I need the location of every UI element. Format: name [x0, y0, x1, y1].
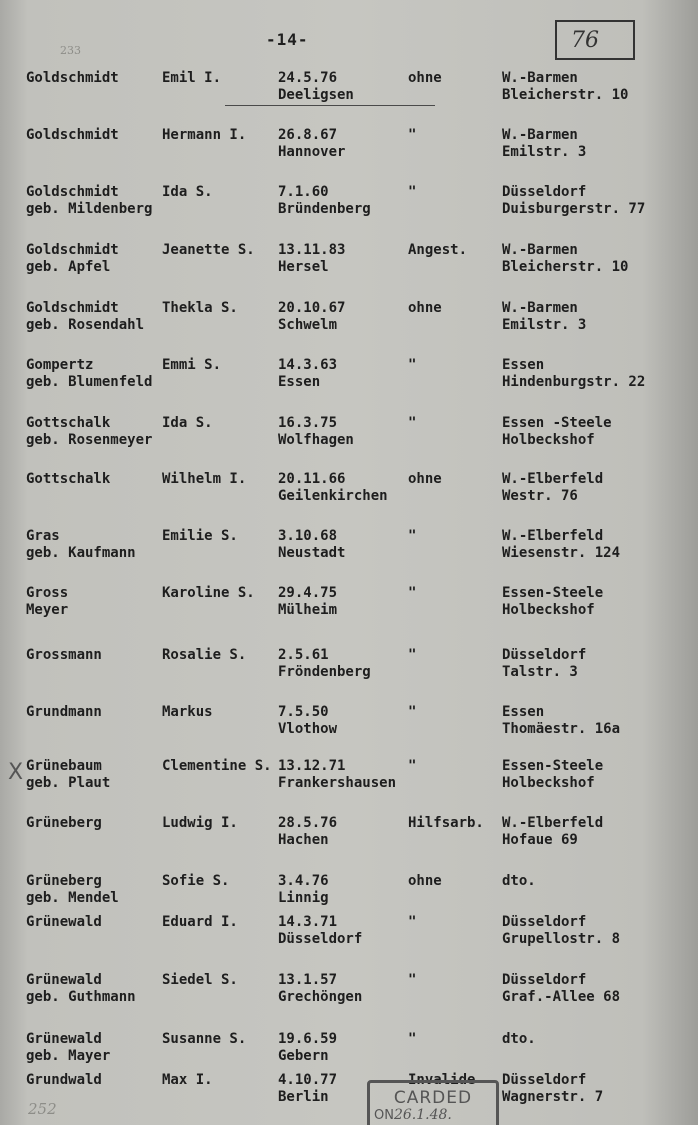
name-cell	[26, 815, 102, 832]
occ-cell	[408, 704, 416, 721]
street: Emilstr. 3	[502, 317, 587, 333]
given-name: Markus	[162, 704, 213, 720]
name-cell	[26, 357, 152, 391]
register-entry	[0, 1031, 698, 1071]
date-cell	[278, 127, 345, 161]
register-entry	[0, 528, 698, 568]
name-cell	[26, 1031, 110, 1065]
occupation: ohne	[408, 471, 442, 487]
street: Hofaue 69	[502, 832, 578, 848]
birth-date: 24.5.76	[278, 70, 338, 86]
birth-place: Hannover	[278, 144, 346, 160]
occ-cell	[408, 127, 416, 144]
occupation: "	[408, 528, 417, 544]
surname: Gras	[26, 528, 60, 544]
occ-cell	[408, 471, 442, 488]
birth-date: 2.5.61	[278, 647, 329, 663]
given-cell	[162, 1031, 246, 1048]
register-entry	[0, 357, 698, 397]
given-name: Rosalie S.	[162, 647, 247, 663]
maiden-name: geb. Rosenmeyer	[26, 432, 153, 448]
surname: Goldschmidt	[26, 184, 119, 200]
birth-place: Mülheim	[278, 602, 338, 618]
occ-cell	[408, 914, 416, 931]
given-cell	[162, 758, 272, 775]
occupation: "	[408, 704, 417, 720]
maiden-name: geb. Blumenfeld	[26, 374, 153, 390]
birth-date: 3.10.68	[278, 528, 338, 544]
birth-place: Fröndenberg	[278, 664, 371, 680]
date-cell	[278, 528, 345, 562]
birth-place: Geilenkirchen	[278, 488, 388, 504]
given-name: Ida S.	[162, 415, 213, 431]
city: W.-Barmen	[502, 300, 578, 316]
occ-cell	[408, 528, 416, 545]
given-name: Eduard I.	[162, 914, 238, 930]
register-entry	[0, 704, 698, 744]
city: Essen	[502, 357, 545, 373]
name-cell	[26, 704, 102, 721]
birth-place: Düsseldorf	[278, 931, 363, 947]
maiden-name: geb. Guthmann	[26, 989, 136, 1005]
given-name: Wilhelm I.	[162, 471, 247, 487]
name-cell	[26, 127, 119, 144]
register-entry	[0, 758, 698, 798]
surname: Gottschalk	[26, 471, 111, 487]
occupation: "	[408, 585, 417, 601]
birth-place: Linnig	[278, 890, 329, 906]
street: Thomäestr. 16a	[502, 721, 621, 737]
city: dto.	[502, 873, 536, 889]
city: W.-Barmen	[502, 70, 578, 86]
occupation: "	[408, 1031, 417, 1047]
addr-cell	[502, 471, 603, 505]
street: Emilstr. 3	[502, 144, 587, 160]
occupation: "	[408, 914, 417, 930]
date-cell	[278, 70, 354, 104]
register-entry	[0, 415, 698, 455]
occupation: ohne	[408, 873, 442, 889]
addr-cell	[502, 873, 536, 890]
given-cell	[162, 471, 246, 488]
maiden-name: geb. Kaufmann	[26, 545, 136, 561]
birth-place: Grechöngen	[278, 989, 363, 1005]
birth-date: 13.12.71	[278, 758, 346, 774]
surname: Grundmann	[26, 704, 102, 720]
given-name: Susanne S.	[162, 1031, 247, 1047]
date-cell	[278, 758, 396, 792]
street: Duisburgerstr. 77	[502, 201, 646, 217]
addr-cell	[502, 357, 645, 391]
register-entry	[0, 471, 698, 511]
register-entry	[0, 184, 698, 224]
surname: Grünebaum	[26, 758, 102, 774]
given-name: Thekla S.	[162, 300, 238, 316]
birth-place: Wolfhagen	[278, 432, 354, 448]
birth-date: 20.10.67	[278, 300, 346, 316]
surname: Goldschmidt	[26, 242, 119, 258]
name-cell	[26, 1072, 102, 1089]
given-name: Ludwig I.	[162, 815, 238, 831]
maiden-name: geb. Plaut	[26, 775, 111, 791]
addr-cell	[502, 1031, 536, 1048]
given-cell	[162, 357, 221, 374]
name-cell	[26, 972, 136, 1006]
birth-place: Gebern	[278, 1048, 329, 1064]
given-cell	[162, 184, 213, 201]
city: W.-Elberfeld	[502, 471, 604, 487]
street: Holbeckshof	[502, 432, 595, 448]
maiden-name: geb. Mendel	[26, 890, 119, 906]
surname: Grüneberg	[26, 815, 102, 831]
maiden-name: geb. Apfel	[26, 259, 111, 275]
date-cell	[278, 300, 345, 334]
birth-date: 13.11.83	[278, 242, 346, 258]
addr-cell	[502, 242, 628, 276]
given-name: Jeanette S.	[162, 242, 255, 258]
occupation: "	[408, 972, 417, 988]
occupation: "	[408, 647, 417, 663]
occ-cell	[408, 184, 416, 201]
register-entry	[0, 914, 698, 954]
given-name: Hermann I.	[162, 127, 247, 143]
addr-cell	[502, 415, 612, 449]
given-name: Siedel S.	[162, 972, 238, 988]
occupation: Hilfsarb.	[408, 815, 484, 831]
addr-cell	[502, 300, 586, 334]
birth-date: 7.1.60	[278, 184, 329, 200]
birth-date: 26.8.67	[278, 127, 338, 143]
given-name: Emmi S.	[162, 357, 222, 373]
surname: Gottschalk	[26, 415, 111, 431]
name-cell	[26, 471, 110, 488]
register-entry	[0, 972, 698, 1012]
given-cell	[162, 70, 221, 87]
birth-place: Berlin	[278, 1089, 329, 1105]
archive-number: 76	[571, 28, 599, 53]
occupation: "	[408, 127, 417, 143]
city: Essen-Steele	[502, 585, 604, 601]
archive-number-box	[555, 20, 635, 60]
date-cell	[278, 914, 362, 948]
birth-place: Frankershausen	[278, 775, 397, 791]
birth-date: 14.3.71	[278, 914, 338, 930]
occ-cell	[408, 815, 484, 832]
name-cell	[26, 647, 102, 664]
given-cell	[162, 704, 213, 721]
given-cell	[162, 242, 255, 259]
birth-date: 4.10.77	[278, 1072, 338, 1088]
pencil-annotation-bottom: 252	[28, 1100, 57, 1118]
surname: Goldschmidt	[26, 300, 119, 316]
occupation: ohne	[408, 300, 442, 316]
name-cell	[26, 758, 110, 792]
maiden-name: geb. Mildenberg	[26, 201, 153, 217]
given-cell	[162, 415, 213, 432]
street: Bleicherstr. 10	[502, 87, 629, 103]
surname: Grünewald	[26, 972, 102, 988]
occ-cell	[408, 758, 416, 775]
occupation: Angest.	[408, 242, 468, 258]
occupation: "	[408, 357, 417, 373]
addr-cell	[502, 704, 620, 738]
birth-place: Neustadt	[278, 545, 346, 561]
occ-cell	[408, 972, 416, 989]
birth-place: Deeligsen	[278, 87, 354, 103]
date-cell	[278, 471, 388, 505]
occ-cell	[408, 873, 442, 890]
occ-cell	[408, 647, 416, 664]
stamp-prefix: ON	[374, 1108, 394, 1123]
name-cell	[26, 873, 119, 907]
addr-cell	[502, 127, 586, 161]
birth-place: Schwelm	[278, 317, 338, 333]
birth-date: 29.4.75	[278, 585, 338, 601]
addr-cell	[502, 647, 586, 681]
register-entry	[0, 242, 698, 282]
city: Düsseldorf	[502, 184, 587, 200]
street: Talstr. 3	[502, 664, 578, 680]
given-name: Karoline S.	[162, 585, 255, 601]
birth-date: 19.6.59	[278, 1031, 338, 1047]
given-name: Clementine S.	[162, 758, 272, 774]
carded-stamp	[367, 1080, 499, 1125]
name-cell	[26, 184, 152, 218]
city: W.-Barmen	[502, 242, 578, 258]
name-cell	[26, 242, 119, 276]
addr-cell	[502, 528, 620, 562]
date-cell	[278, 647, 371, 681]
addr-cell	[502, 585, 603, 619]
city: Düsseldorf	[502, 914, 587, 930]
date-cell	[278, 704, 337, 738]
occ-cell	[408, 357, 416, 374]
register-entry	[0, 647, 698, 687]
city: dto.	[502, 1031, 536, 1047]
pencil-annotation-top: 233	[60, 44, 81, 57]
register-entry	[0, 815, 698, 855]
name-cell	[26, 914, 102, 931]
street: Hindenburgstr. 22	[502, 374, 646, 390]
given-cell	[162, 528, 238, 545]
occ-cell	[408, 242, 467, 259]
occupation: "	[408, 758, 417, 774]
surname: Grünewald	[26, 914, 102, 930]
city: W.-Barmen	[502, 127, 578, 143]
addr-cell	[502, 184, 645, 218]
birth-place: Hersel	[278, 259, 329, 275]
surname: Goldschmidt	[26, 70, 119, 86]
surname: Grüneberg	[26, 873, 102, 889]
given-name: Max I.	[162, 1072, 213, 1088]
surname: Gross	[26, 585, 69, 601]
street: Wiesenstr. 124	[502, 545, 621, 561]
street: Grupellostr. 8	[502, 931, 621, 947]
addr-cell	[502, 972, 620, 1006]
register-entry	[0, 300, 698, 340]
surname: Goldschmidt	[26, 127, 119, 143]
date-cell	[278, 1072, 337, 1106]
name-cell	[26, 585, 68, 619]
birth-place: Vlothow	[278, 721, 338, 737]
addr-cell	[502, 758, 603, 792]
birth-date: 20.11.66	[278, 471, 346, 487]
addr-cell	[502, 914, 620, 948]
name-cell	[26, 528, 136, 562]
name-cell	[26, 415, 152, 449]
addr-cell	[502, 1072, 603, 1106]
maiden-name: geb. Mayer	[26, 1048, 111, 1064]
given-cell	[162, 815, 238, 832]
birth-date: 14.3.63	[278, 357, 338, 373]
surname: Gompertz	[26, 357, 94, 373]
date-cell	[278, 585, 337, 619]
birth-date: 28.5.76	[278, 815, 338, 831]
addr-cell	[502, 815, 603, 849]
given-cell	[162, 585, 255, 602]
name-cell	[26, 300, 144, 334]
street: Westr. 76	[502, 488, 578, 504]
occupation: "	[408, 184, 417, 200]
date-cell	[278, 1031, 337, 1065]
given-cell	[162, 873, 229, 890]
occ-cell	[408, 300, 442, 317]
given-cell	[162, 300, 238, 317]
stamp-date-line	[374, 1107, 452, 1123]
street: Bleicherstr. 10	[502, 259, 629, 275]
birth-place: Hachen	[278, 832, 329, 848]
given-name: Ida S.	[162, 184, 213, 200]
occ-cell	[408, 70, 442, 87]
occ-cell	[408, 1031, 416, 1048]
occ-cell	[408, 585, 416, 602]
name-cell	[26, 70, 119, 87]
given-cell	[162, 1072, 213, 1089]
birth-place: Essen	[278, 374, 321, 390]
city: Düsseldorf	[502, 1072, 587, 1088]
surname: Grünewald	[26, 1031, 102, 1047]
street: Graf.-Allee 68	[502, 989, 621, 1005]
date-cell	[278, 184, 371, 218]
register-entry	[0, 1072, 698, 1112]
given-cell	[162, 647, 246, 664]
date-cell	[278, 415, 354, 449]
register-entry	[0, 70, 698, 110]
street: Holbeckshof	[502, 602, 595, 618]
birth-date: 7.5.50	[278, 704, 329, 720]
date-cell	[278, 873, 329, 907]
register-entry	[0, 873, 698, 913]
occupation: "	[408, 415, 417, 431]
register-entry	[0, 585, 698, 625]
surname: Grundwald	[26, 1072, 102, 1088]
page-number: -14-	[266, 30, 309, 49]
register-entry	[0, 127, 698, 167]
date-cell	[278, 357, 337, 391]
city: Essen -Steele	[502, 415, 612, 431]
birth-date: 13.1.57	[278, 972, 338, 988]
street: Holbeckshof	[502, 775, 595, 791]
maiden-name: geb. Rosendahl	[26, 317, 145, 333]
date-cell	[278, 972, 362, 1006]
stamp-date: 26.1.48.	[393, 1107, 452, 1123]
city: Düsseldorf	[502, 972, 587, 988]
addr-cell	[502, 70, 628, 104]
stamp-title: CARDED	[393, 1088, 473, 1108]
date-cell	[278, 815, 337, 849]
street: Wagnerstr. 7	[502, 1089, 604, 1105]
city: Essen-Steele	[502, 758, 604, 774]
occupation: ohne	[408, 70, 442, 86]
given-name: Emilie S.	[162, 528, 238, 544]
given-cell	[162, 972, 238, 989]
date-cell	[278, 242, 345, 276]
birth-place: Bründenberg	[278, 201, 371, 217]
given-cell	[162, 914, 238, 931]
given-cell	[162, 127, 246, 144]
birth-date: 3.4.76	[278, 873, 329, 889]
birth-date: 16.3.75	[278, 415, 338, 431]
city: Essen	[502, 704, 545, 720]
occ-cell	[408, 415, 416, 432]
occupation: Invalide	[408, 1072, 476, 1088]
city: Düsseldorf	[502, 647, 587, 663]
surname: Grossmann	[26, 647, 102, 663]
city: W.-Elberfeld	[502, 815, 604, 831]
city: W.-Elberfeld	[502, 528, 604, 544]
margin-check-mark: X	[8, 760, 24, 785]
given-name: Emil I.	[162, 70, 222, 86]
given-name: Sofie S.	[162, 873, 230, 889]
maiden-name: Meyer	[26, 602, 69, 618]
